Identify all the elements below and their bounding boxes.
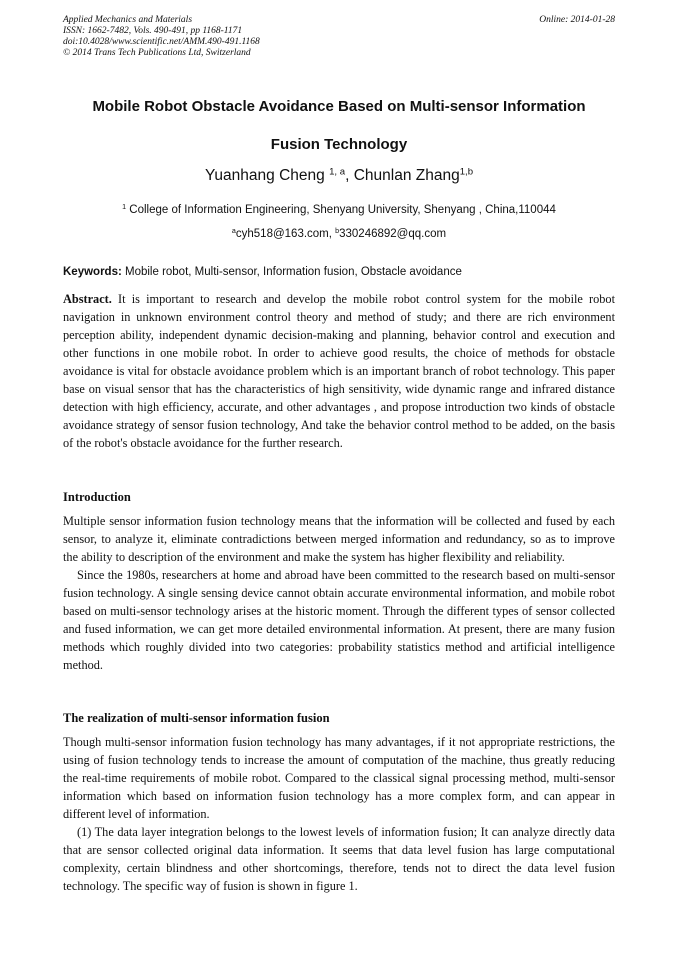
email-b: 330246892@qq.com [339,228,447,240]
author-1-sup: 1, a [329,166,346,178]
author-emails [63,226,615,242]
paragraph: Though multi-sensor information fusion technology has many advantages, if it not appropriate restrictions, the using of fusion technology tends to increase the amount of computation of the machine, thus greatly reducing the real-time requirements of mobile robot. Compared to the classical signal processing method, multi-sensor information which based on information fusion technology has a more complex form, and can appear in different level of information. [63,735,615,821]
affiliation-sup: 1 [122,203,127,212]
paper-title [63,88,615,164]
section-introduction [63,488,615,674]
keywords [63,264,615,280]
section-heading-realization: The realization of multi-sensor information fusion [63,711,330,725]
affiliation [63,202,615,218]
issn-line: ISSN: 1662-7482, Vols. 490-491, pp 1168-1171 [63,26,243,36]
title-line-2: Fusion Technology [270,136,408,153]
author-2-sup: 1,b [459,166,474,178]
journal-header [63,15,615,59]
doi-line: doi:10.4028/www.scientific.net/AMM.490-491.1168 [63,37,260,47]
affiliation-text: College of Information Engineering, Shenyang University, Shenyang , China,110044 [129,204,556,216]
author-2-name: Chunlan Zhang [353,167,460,184]
abstract-text: It is important to research and develop the mobile robot control system for the mobile robot navigation in unknown environment control theory and method of study; and there are rich environment perception ability, independent dynamic decision-making and planning, behavior control and execution and other functions in one mobile robot. In order to achieve good results, the choice of methods for obstacle avoidance is vital for obstacle avoidance problem which is an important branch of robot technology. This paper base on visual sensor that has the characteristics of high sensitivity, wide dynamic range and infrared distance detection with high efficiency, accurate, and other advantages , and propose introduction two kinds of obstacle avoidance strategy of sensor fusion technology, And take the behavior control method to be added, on the basis of the robot's obstacle avoidance for the further research. [63,292,615,450]
title-line-1: Mobile Robot Obstacle Avoidance Based on Multi-sensor Information [92,98,586,115]
author-1-name: Yuanhang Cheng [204,167,325,184]
section-realization [63,709,615,895]
abstract-label: Abstract. [63,292,112,306]
email-a: cyh518@163.com, [235,228,336,240]
paragraph: Multiple sensor information fusion technology means that the information will be collected and fused by each sensor, to analyze it, eliminate contradictions between merged information and redundancy, so as to improve the ability to description of the environment and make the system has higher flexibility and reliability. [63,514,615,564]
section-heading-introduction: Introduction [63,490,131,504]
author-list [63,166,615,186]
paragraph: Since the 1980s, researchers at home and abroad have been committed to the research based on multi-sensor fusion technology. A single sensing device cannot obtain accurate environmental information, and mobile robot based on multi-sensor technology arises at the historic moment. Through the different types of sensor collected and fused information, we can get more detailed environmental information. At present, there are many fusion methods which roughly divided into two categories: probability statistics method and artificial intelligence method. [63,568,615,672]
keywords-label: Keywords: [63,266,122,278]
author-separator: , [345,167,354,184]
abstract [63,290,615,452]
online-date: Online: 2014-01-28 [539,15,615,25]
email-a-sup: a [231,227,236,236]
keywords-text: Mobile robot, Multi-sensor, Information fusion, Obstacle avoidance [121,266,462,278]
paragraph: (1) The data layer integration belongs to the lowest levels of information fusion; It can analyze directly data that are sensor collected original data information. It seems that data level fusion has large computational complexity, certain blindness and other shortcomings, therefore, tends not to direct the data level fusion technology. The specific way of fusion is shown in figure 1. [63,825,615,893]
copyright-line: © 2014 Trans Tech Publications Ltd, Switzerland [63,48,251,58]
email-b-sup: b [335,227,340,236]
journal-name: Applied Mechanics and Materials [63,15,193,25]
